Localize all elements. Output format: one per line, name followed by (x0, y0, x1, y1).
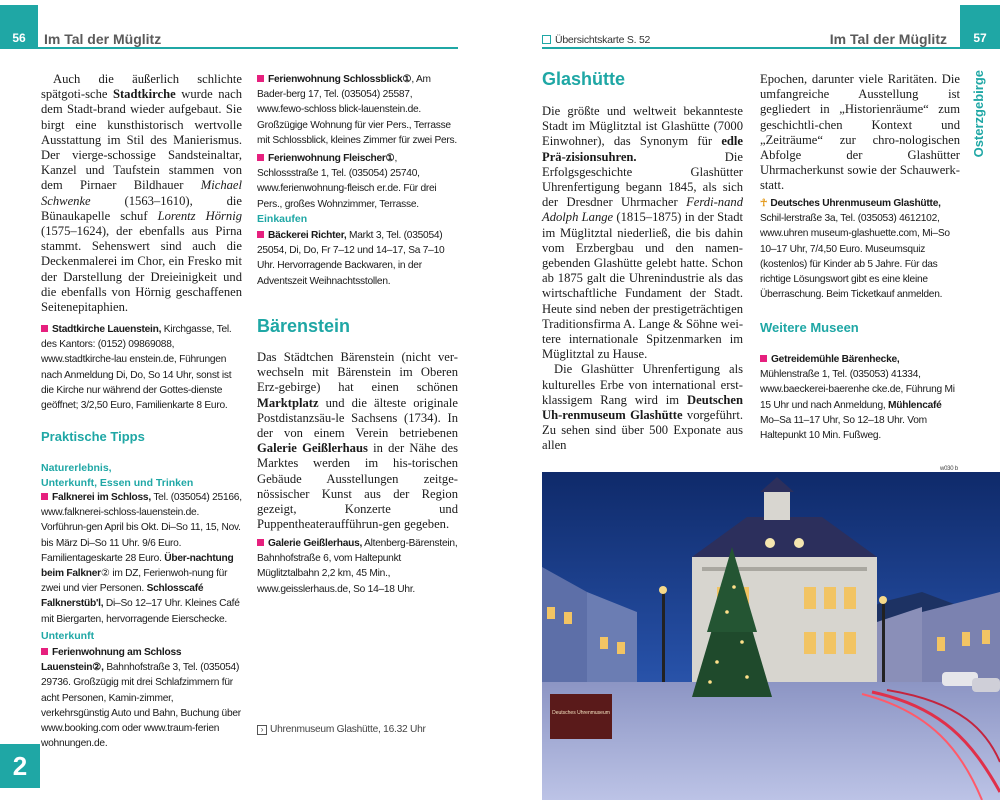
left-header-title: Im Tal der Müglitz (44, 31, 162, 47)
footer-reference: › Uhrenmuseum Glashütte, 16.32 Uhr (257, 722, 458, 737)
bullet-icon (257, 154, 264, 161)
fewo-fleischer-info: Ferienwohnung Fleischer①, Schlossstraße 1, Tel. (035054) 25740, www.ferienwohnung-fleisch er.de. Für drei Pers., großes Wohnzimmer, Terrasse. (257, 153, 437, 210)
uhrenmuseum-info: ☥ Deutsches Uhrenmuseum Glashütte, Schil-lerstraße 3a, Tel. (035053) 4612102, www.uhren museum-glashuette.com, Mi–So 10–17 Uhr, 7/4,50 Euro. Museumsquiz (kostenlos) für Kinder ab 5 Jahre. Für das richtige Lösungswort gibt es eine kleine Überraschung. Beim Ticketkauf anmelden. (760, 198, 950, 301)
left-header-rule (38, 47, 458, 49)
falknerei-info: Falknerei im Schloss, Tel. (035054) 25166, www.falknerei-schloss-lauenstein.de. Vorführun-gen April bis Okt. Di–So 11, 15, Nov. bis März Di–So 11 Uhr. 9/6 Euro. Familientageskarte 28 Euro. Über-nachtung beim Falkner② im DZ, Ferienwoh-nung für zwei und vier Personen. Schlosscafé Falknerstüb'l, Di–So 12–17 Uhr. Kleines Café mit Biergarten, hervorragende Eierschecke. (41, 492, 242, 625)
bullet-icon (257, 539, 264, 546)
tipps-subheading: Naturerlebnis, Unterkunft, Essen und Trinken (41, 462, 194, 489)
stadtkirche-paragraph: Auch die äußerlich schlichte spätgoti-sche Stadtkirche wurde nach dem Stadt-brand wieder aufgebaut. Sie birgt eine kunsthistorisch wertvolle Ausstattung im Stil des Manierismus. Der vierge-schossige Sandsteinaltar, Kanzel und Taufstein stammen von dem Pirnaer Bildhauer Michael Schwenke (1563–1610), die Bünaukapelle schuf Lorentz Hörnig (1575–1624), der ebenfalls aus Pirna stammt. Sehenswert sind auch die Deckenmalerei im Chor, ein Fresko mit der Darstellung der Dreieinigkeit und die ebenfalls von Hörnig geschaffenen Seitenepitaphien. (41, 72, 242, 315)
unterkunft-subheading: Unterkunft (41, 630, 95, 642)
museum-night-illustration (542, 472, 1000, 800)
bullet-icon (41, 325, 48, 332)
stadtkirche-info: Stadtkirche Lauenstein, Kirchgasse, Tel. des Kantors: (0152) 09869088, www.stadtkirche-lau enstein.de, Führungen nach Anmeldung Di, Do, So 14 Uhr, sonst ist die Kirche nur während der Gottes-dienste geöffnet; 3/2,50 Euro, Familienkarte 8 Euro. (41, 324, 232, 412)
bullet-icon (257, 75, 264, 82)
galerie-info: Galerie Geißlerhaus, Altenberg-Bärenstein, Bahnhofstraße 6, vom Haltepunkt Müglitztalbahn 2,2 km, 45 Min., www.geisslerhaus.de, So 14–18 Uhr. (257, 538, 458, 595)
baeckerei-info: Bäckerei Richter, Markt 3, Tel. (035054) 25054, Di, Do, Fr 7–12 und 14–17, Sa 7–10 Uhr. Hervorragende Backwaren, in der Adventszeit Weihnachtsstollen. (257, 230, 445, 287)
side-tab: Osterzgebirge (971, 70, 986, 158)
bullet-icon (760, 355, 767, 362)
left-page-number: 56 (0, 5, 38, 49)
bullet-icon (41, 493, 48, 500)
baerenstein-paragraph: Das Städtchen Bärenstein (nicht ver-wechseln mit Bärenstein im Oberen Erz-gebirge) hat einen schönen Marktplatz und die älteste originale Postdistanzsäu-le Sachsens (1734). In der von einem Verein betriebenen Galerie Geißlerhaus in der Nähe des Marktes werden im his-torischen Gebäude Ausstellungen zeitge-nössischer Kunst aus der Region gezeigt, Konzerte und Puppentheateraufführun-gen gegeben. (257, 350, 458, 532)
bullet-icon (257, 231, 264, 238)
museum-paragraph: Epochen, darunter viele Raritäten. Die umfangreiche Ausstellung ist gegliedert in „Historienräume“ zum geschichtli-chen Kontext und „Zeiträume“ zur chro-nologischen Abfolge der Glashütter Uhrmacherkunst sowie der Schauwerk-statt. (760, 72, 960, 193)
glashuette-paragraph: Die größte und weltweit bekannteste Stadt im Müglitztal ist Glashütte (7000 Einwohner), das Synonym für edle Prä-zisionsuhren. Die Erfolgsgeschichte Glashütter Uhrenfertigung begann 1845, als sich der Dresdner Uhrmacher Ferdi-nand Adolph Lange (1815–1875) in der Stadt im Müglitztal niederließ, die bis dahin vom Erzbergbau und den namen-gebenden Glashütte gelebt hatte. Schon ab 1875 galt die Uhrenindustrie als das wirtschaftliche Fundament der Stadt. Heute sind neben der prestigeträchtigen Traditionsfirma A. Lange & Söhne wei-tere internationale Spitzenmarken im Müglitztal zu Hause. Die Glashütter Uhrenfertigung als kulturelles Erbe von international erst-klassigem Rang wird im Deutschen Uh-renmuseum Glashütte vorgeführt. Zu sehen sind über 500 Exponate aus allen (542, 104, 744, 453)
chapter-number: 2 (0, 744, 40, 788)
einkaufen-subheading: Einkaufen (257, 213, 308, 225)
right-page-number: 57 (960, 5, 1000, 49)
baerenstein-heading: Bärenstein (257, 316, 351, 336)
getreidemuehle-info: Getreidemühle Bärenhecke, Mühlenstraße 1, Tel. (035053) 41334, www.baeckerei-baerenhe cke.de, Führung Mi 15 Uhr und nach Anmeldung, Mühlencafé Mo–Sa 11–17 Uhr, So 12–18 Uhr. Vom Haltepunkt 10 Min. Fußweg. (760, 354, 955, 442)
weitere-museen-heading: Weitere Museen (760, 320, 859, 335)
photo-code: w030 b (940, 466, 958, 472)
right-header-rule (542, 47, 960, 49)
bullet-icon (41, 648, 48, 655)
museum-photo (542, 472, 1000, 800)
praktische-tipps-heading: Praktische Tipps (41, 429, 145, 444)
fewo-schlossblick-info: Ferienwohnung Schlossblick①, Am Bader-berg 17, Tel. (035054) 25587, www.fewo-schloss blick-lauenstein.de. Großzügige Wohnung für vier Pers., Terrasse mit Schlossblick, kleines Zimmer für zwei Pers. (257, 74, 457, 146)
square-icon (542, 35, 551, 44)
map-reference: Übersichtskarte S. 52 (542, 33, 650, 48)
right-header-title: Im Tal der Müglitz (829, 31, 947, 47)
arrow-box-icon: › (257, 725, 267, 735)
photo-sign-text: Deutsches Uhrenmuseum (552, 710, 610, 716)
fewo-lauenstein-info: Ferienwohnung am Schloss Lauenstein②, Bahnhofstraße 3, Tel. (035054) 29736. Großzügig mit drei Schlafzimmern für acht Personen, Kamin-zimmer, verkehrsgünstig Auto und Bahn, Buchung über www.booking.com oder www.traum-ferien wohnungen.de. (41, 647, 241, 750)
glashuette-heading: Glashütte (542, 69, 626, 89)
museum-person-icon: ☥ (760, 198, 768, 209)
